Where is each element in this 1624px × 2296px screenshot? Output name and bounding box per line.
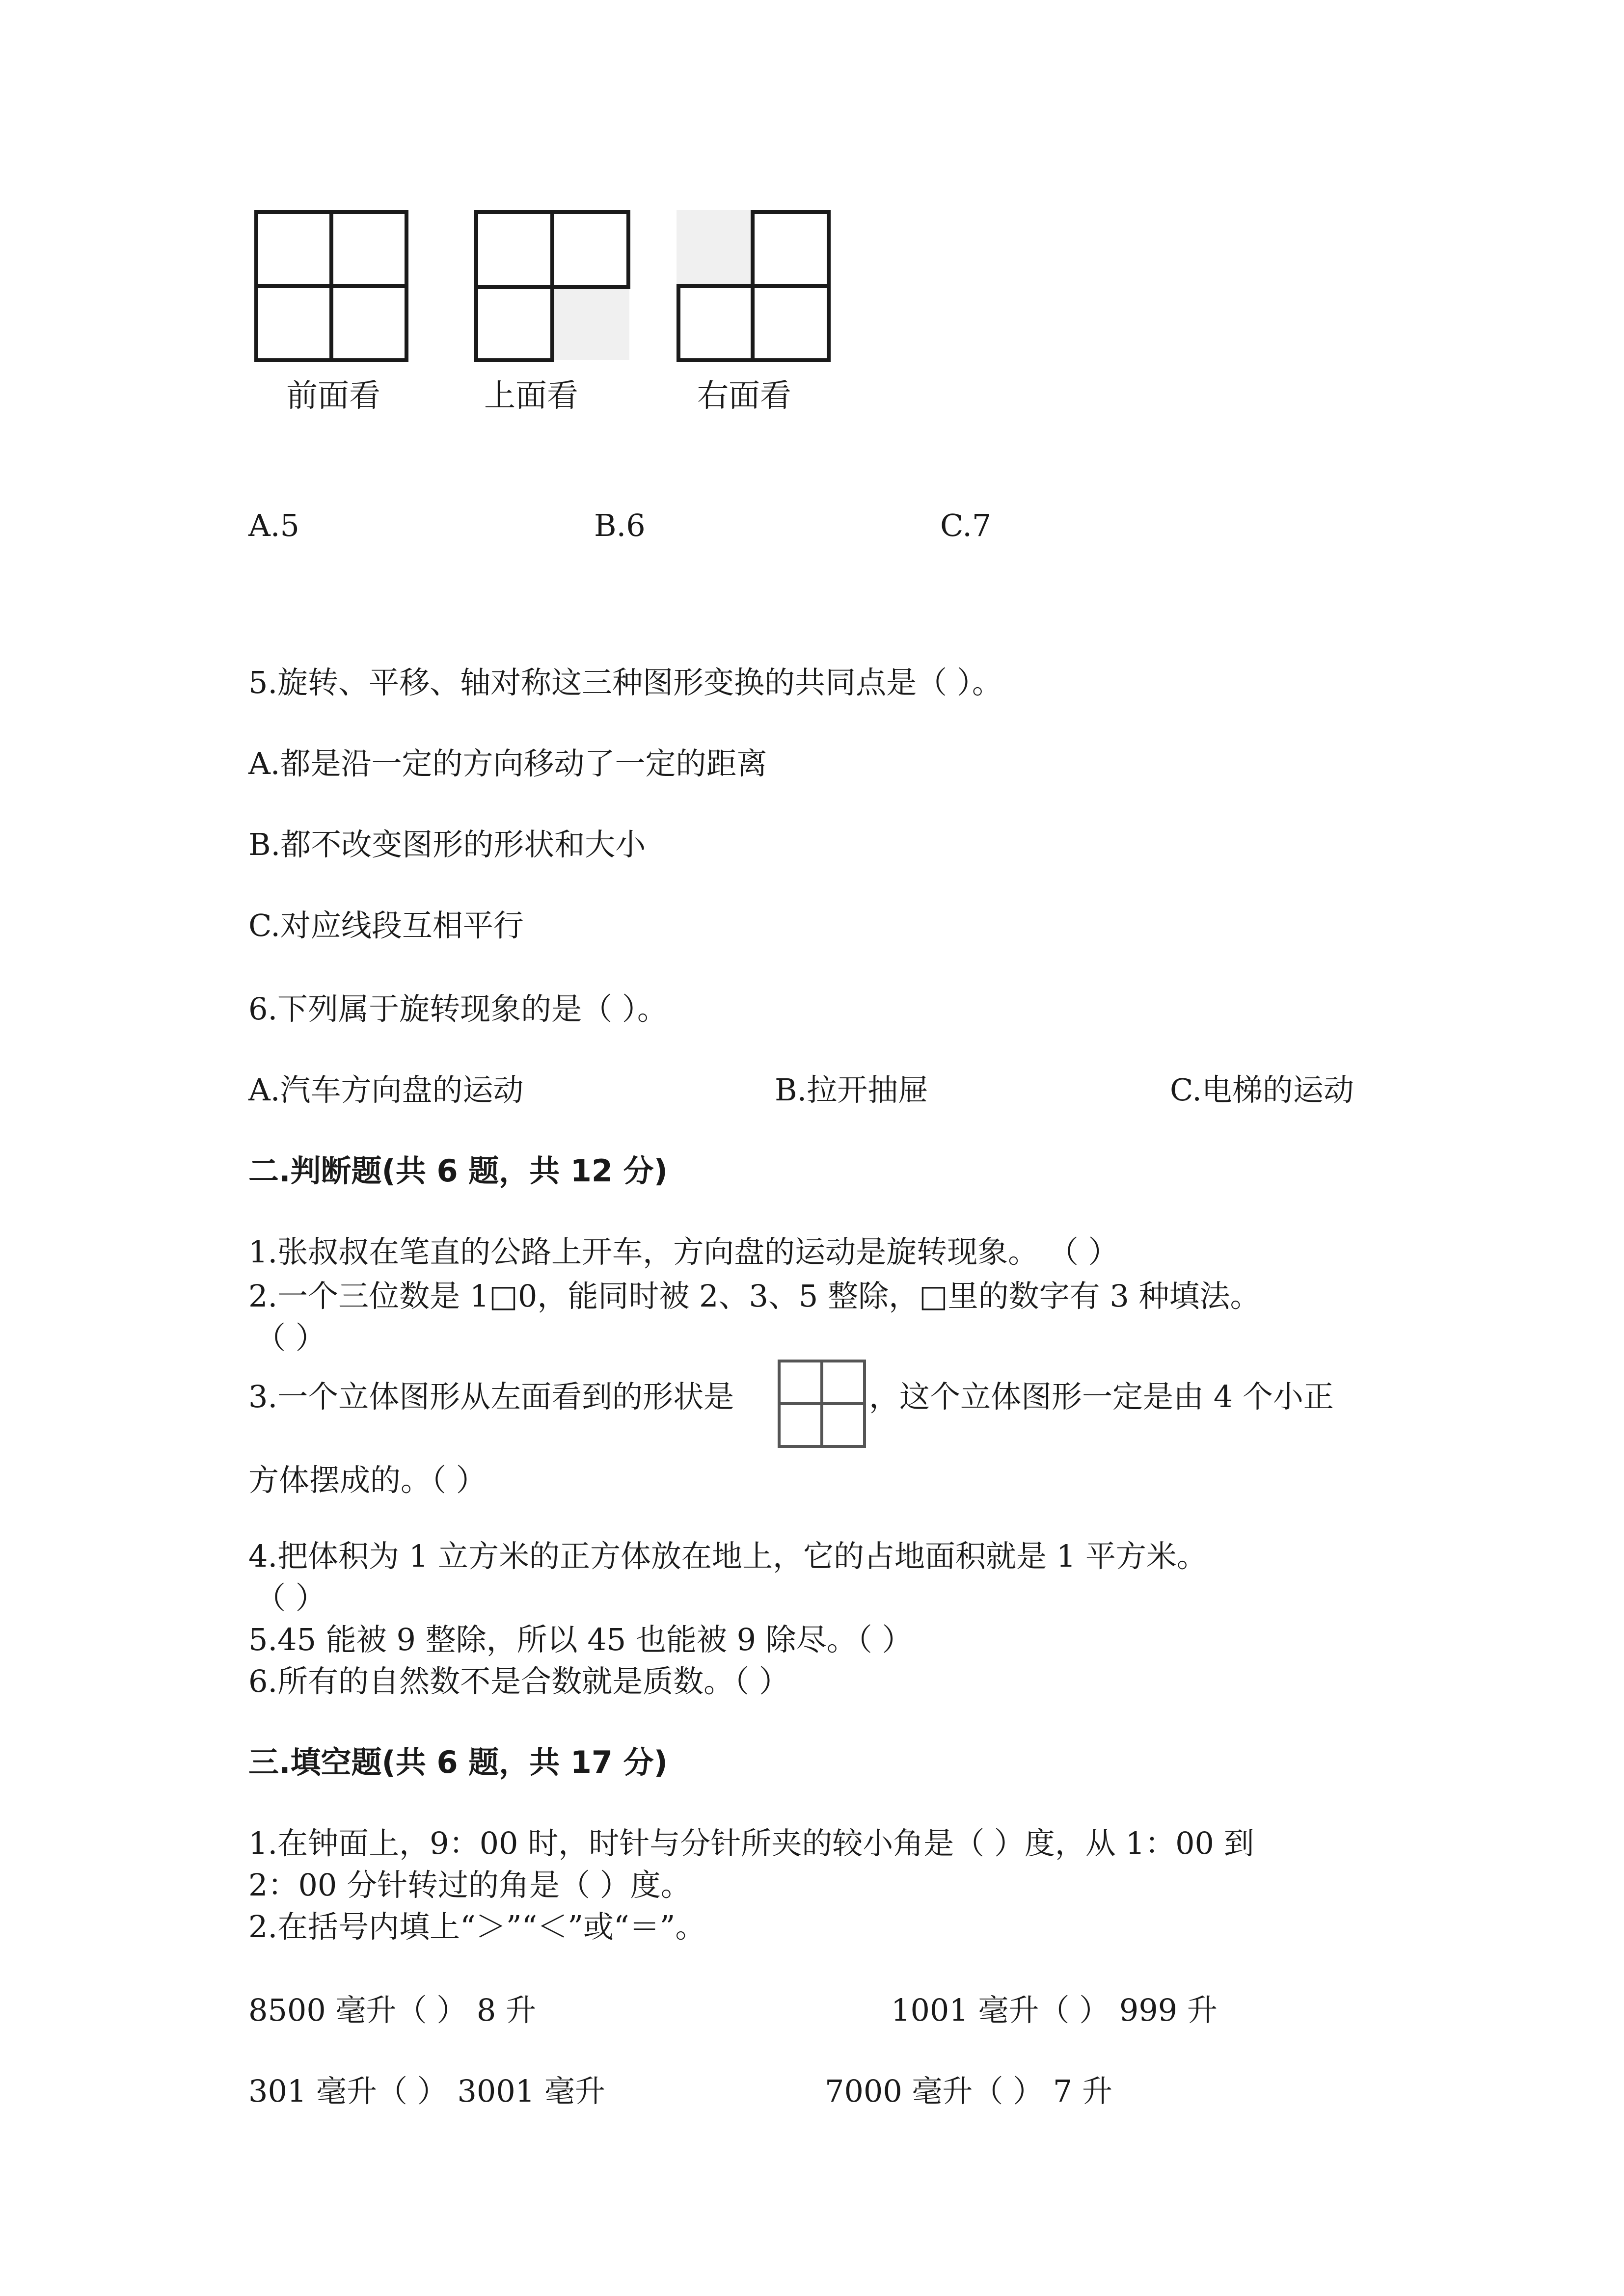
- s2-q2-line1: 2.一个三位数是 1□0，能同时被 2、3、5 整除，□里的数字有 3 种填法。: [248, 1278, 1261, 1314]
- compare-item-2: 1001 毫升（ ） 999 升: [891, 1992, 1218, 2028]
- s2-q5: 5.45 能被 9 整除，所以 45 也能被 9 除尽。（ ）: [248, 1622, 913, 1657]
- s3-q2-stem: 2.在括号内填上“＞”“＜”或“＝”。: [248, 1909, 706, 1945]
- q6-stem: 6.下列属于旋转现象的是（ ）。: [248, 991, 668, 1027]
- s2-q4-line1: 4.把体积为 1 立方米的正方体放在地上，它的占地面积就是 1 平方米。: [248, 1538, 1207, 1574]
- top-view-caption: 上面看: [484, 378, 578, 414]
- compare-item-4: 7000 毫升（ ） 7 升: [825, 2073, 1113, 2109]
- right-view-caption: 右面看: [697, 378, 791, 414]
- q5-option-c: C.对应线段互相平行: [248, 908, 524, 943]
- q5-option-b: B.都不改变图形的形状和大小: [248, 827, 646, 862]
- left-view-grid-icon: [778, 1360, 866, 1448]
- q6-option-b: B.拉开抽屉: [775, 1072, 929, 1108]
- compare-item-3: 301 毫升（ ） 3001 毫升: [248, 2073, 605, 2109]
- s2-q6: 6.所有的自然数不是合数就是质数。（ ）: [248, 1663, 789, 1699]
- q6-option-c: C.电梯的运动: [1170, 1072, 1354, 1108]
- compare-item-1: 8500 毫升（ ） 8 升: [248, 1992, 537, 2028]
- s3-q1-line2: 2：00 分针转过的角是（ ）度。: [248, 1867, 691, 1903]
- s2-q3-part2: ，这个立体图形一定是由 4 个小正: [869, 1379, 1334, 1415]
- q4-option-b: B.6: [594, 507, 646, 543]
- q4-option-a: A.5: [248, 507, 299, 543]
- q4-option-c: C.7: [940, 507, 992, 543]
- right-view-grid-icon: [677, 210, 832, 362]
- q5-option-a: A.都是沿一定的方向移动了一定的距离: [248, 746, 767, 781]
- s3-q1-line1: 1.在钟面上，9：00 时，时针与分针所夹的较小角是（ ）度，从 1：00 到: [248, 1825, 1254, 1861]
- s2-q4-line2: （ ）: [255, 1580, 326, 1616]
- section3-title: 三.填空题(共 6 题，共 17 分): [248, 1744, 668, 1780]
- s2-q3-part1: 3.一个立体图形从左面看到的形状是: [248, 1379, 734, 1415]
- s2-q3-line2: 方体摆成的。（ ）: [248, 1462, 487, 1498]
- front-view-caption: 前面看: [286, 378, 380, 414]
- top-view-grid-icon: [474, 210, 631, 362]
- s2-q1: 1.张叔叔在笔直的公路上开车，方向盘的运动是旋转现象。 （ ）: [248, 1234, 1119, 1270]
- front-view-grid-icon: [254, 210, 409, 362]
- s2-q2-line2: （ ）: [255, 1320, 326, 1356]
- q5-stem: 5.旋转、平移、轴对称这三种图形变换的共同点是（ ）。: [248, 665, 1002, 700]
- q6-option-a: A.汽车方向盘的运动: [248, 1072, 524, 1108]
- section2-title: 二.判断题(共 6 题，共 12 分): [248, 1153, 668, 1189]
